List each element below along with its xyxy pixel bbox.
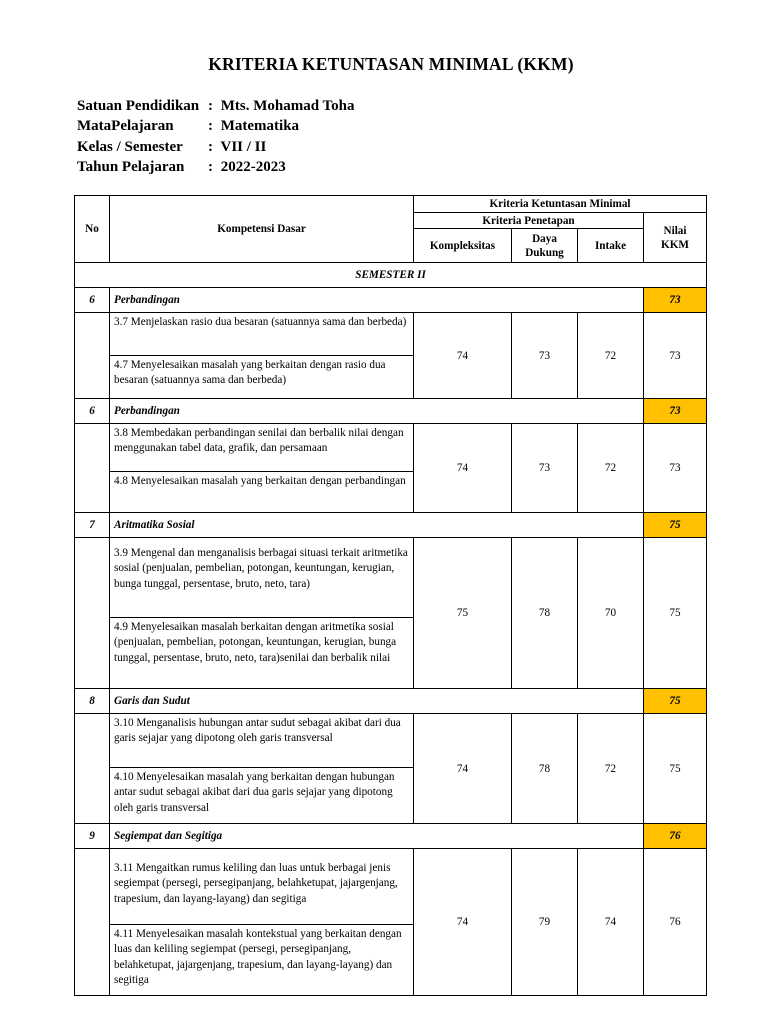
header-daya-dukung	[512, 229, 578, 263]
kd-cell	[110, 313, 414, 399]
kd-skill: 4.7 Menyelesaikan masalah yang berkaitan dengan rasio dua besaran (satuannya sama dan berbeda)	[114, 359, 386, 387]
value-kompleksitas: 74	[414, 424, 512, 513]
value-kompleksitas: 74	[414, 313, 512, 399]
info-separator: :	[208, 118, 213, 135]
info-value: Matematika	[220, 118, 300, 135]
info-label: Kelas / Semester	[77, 138, 183, 155]
semester-label: SEMESTER II	[75, 263, 707, 288]
section-kkm-badge: 73	[644, 288, 707, 313]
value-intake: 74	[578, 849, 644, 996]
kd-skill: 4.10 Menyelesaikan masalah yang berkaitan dengan hubungan antar sudut sebagai akibat dari dua garis sejajar yang dipotong oleh garis transversal	[114, 771, 395, 814]
kd-cell	[110, 538, 414, 689]
section-topic: Segiempat dan Segitiga	[110, 824, 644, 849]
info-value: VII / II	[220, 138, 267, 155]
kd-cell	[110, 424, 414, 513]
value-nilai-kkm: 73	[644, 424, 707, 513]
header-intake: Intake	[578, 229, 644, 263]
no-empty	[75, 849, 110, 996]
value-kompleksitas: 74	[414, 849, 512, 996]
kd-knowledge: 3.8 Membedakan perbandingan senilai dan berbalik nilai dengan menggunakan tabel data, grafik, dan persamaan	[110, 424, 413, 472]
value-intake: 72	[578, 714, 644, 824]
info-label: Tahun Pelajaran	[77, 158, 185, 175]
header-no: No	[75, 196, 110, 263]
no-empty	[75, 538, 110, 689]
value-kompleksitas: 75	[414, 538, 512, 689]
info-label: MataPelajaran	[77, 118, 174, 135]
document-title: KRITERIA KETUNTASAN MINIMAL (KKM)	[208, 54, 574, 74]
section-no: 6	[75, 399, 110, 424]
value-intake: 72	[578, 313, 644, 399]
value-intake: 72	[578, 424, 644, 513]
header-nilai-line2: KKM	[661, 238, 689, 251]
info-separator: :	[208, 158, 213, 175]
value-nilai-kkm: 76	[644, 849, 707, 996]
kd-skill: 4.9 Menyelesaikan masalah berkaitan dengan aritmetika sosial (penjualan, pembelian, potongan, keuntungan, kerugian, bunga tunggal, persentase, bruto, neto, tara)senilai dan berbalik nilai	[114, 621, 397, 664]
no-empty	[75, 424, 110, 513]
section-kkm-badge: 75	[644, 689, 707, 714]
school-info	[77, 96, 355, 177]
value-intake: 70	[578, 538, 644, 689]
section-no: 9	[75, 824, 110, 849]
kkm-table	[74, 195, 707, 996]
kd-cell	[110, 849, 414, 996]
info-label: Satuan Pendidikan	[77, 98, 200, 114]
no-empty	[75, 714, 110, 824]
kd-cell	[110, 714, 414, 824]
info-row-school	[77, 96, 355, 116]
kd-knowledge: 3.10 Menganalisis hubungan antar sudut sebagai akibat dari dua garis sejajar yang dipotong oleh garis transversal	[110, 714, 413, 768]
section-no: 8	[75, 689, 110, 714]
info-row-class	[77, 137, 355, 157]
section-topic: Garis dan Sudut	[110, 689, 644, 714]
value-daya-dukung: 73	[512, 313, 578, 399]
section-kkm-badge: 75	[644, 513, 707, 538]
kd-knowledge: 3.11 Mengaitkan rumus keliling dan luas untuk berbagai jenis segiempat (persegi, persegipanjang, belahketupat, jajargenjang, trapesium, dan layang-layang) dan segitiga	[110, 849, 413, 925]
info-value: Mts. Mohamad Toha	[220, 98, 355, 114]
header-kompleksitas: Kompleksitas	[414, 229, 512, 263]
kd-knowledge: 3.9 Mengenal dan menganalisis berbagai situasi terkait aritmetika sosial (penjualan, pembelian, potongan, keuntungan, kerugian, bunga tunggal, persentase, bruto, neto, tara)	[110, 538, 413, 618]
info-separator: :	[208, 98, 213, 114]
section-no: 7	[75, 513, 110, 538]
header-kkm-group: Kriteria Ketuntasan Minimal	[414, 196, 707, 213]
header-daya-line1: Daya	[532, 232, 557, 245]
header-nilai-kkm	[644, 213, 707, 263]
kd-knowledge: 3.7 Menjelaskan rasio dua besaran (satuannya sama dan berbeda)	[110, 313, 413, 356]
section-topic: Perbandingan	[110, 288, 644, 313]
value-daya-dukung: 79	[512, 849, 578, 996]
section-topic: Aritmatika Sosial	[110, 513, 644, 538]
section-kkm-badge: 73	[644, 399, 707, 424]
kd-skill: 4.8 Menyelesaikan masalah yang berkaitan dengan perbandingan	[114, 475, 406, 487]
info-row-year	[77, 157, 355, 177]
value-kompleksitas: 74	[414, 714, 512, 824]
value-nilai-kkm: 75	[644, 714, 707, 824]
header-nilai-line1: Nilai	[663, 224, 687, 237]
header-kompetensi-dasar: Kompetensi Dasar	[110, 196, 414, 263]
info-value: 2022-2023	[220, 158, 286, 175]
section-no: 6	[75, 288, 110, 313]
info-row-subject	[77, 116, 355, 136]
header-daya-line2: Dukung	[525, 246, 564, 259]
value-daya-dukung: 78	[512, 714, 578, 824]
kd-skill: 4.11 Menyelesaikan masalah kontekstual yang berkaitan dengan luas dan keliling segiempat (persegi, persegipanjang, belahketupat, jajargenjang, trapesium, dan layang-layang) dan segitiga	[114, 928, 402, 987]
header-kriteria-penetapan: Kriteria Penetapan	[414, 213, 644, 229]
value-nilai-kkm: 73	[644, 313, 707, 399]
section-topic: Perbandingan	[110, 399, 644, 424]
value-daya-dukung: 73	[512, 424, 578, 513]
no-empty	[75, 313, 110, 399]
section-kkm-badge: 76	[644, 824, 707, 849]
value-nilai-kkm: 75	[644, 538, 707, 689]
value-daya-dukung: 78	[512, 538, 578, 689]
info-separator: :	[208, 138, 213, 155]
